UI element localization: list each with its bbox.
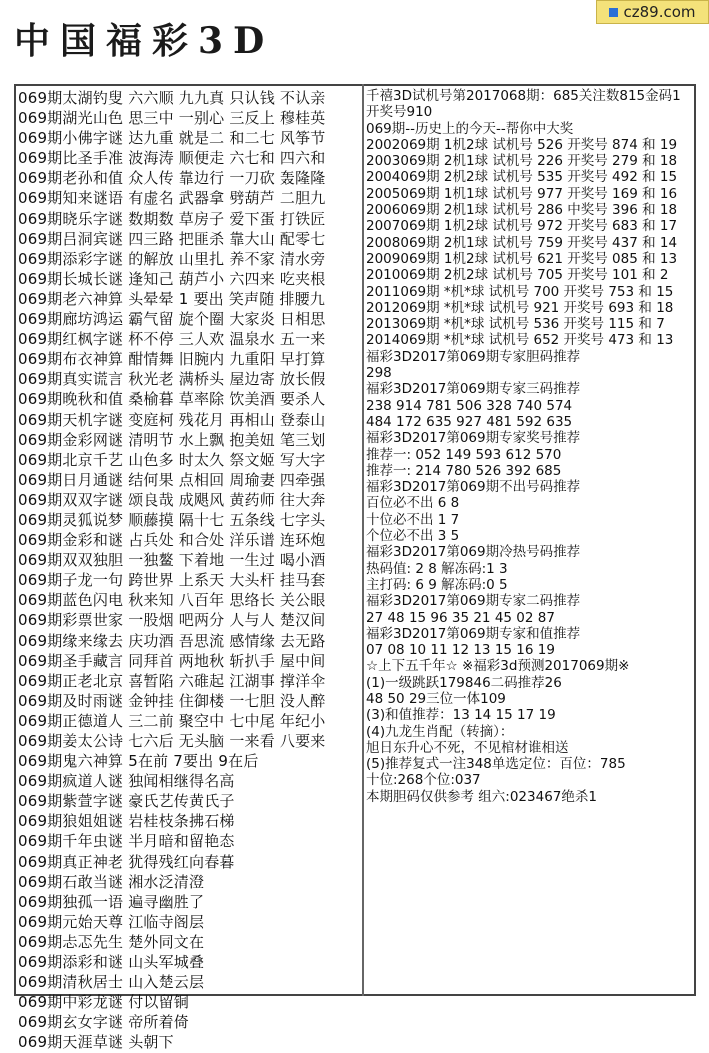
riddle-list (18, 88, 358, 1052)
prediction-line: 2003069期 2机1球 试机号 226 开奖号 279 和 18 (366, 153, 678, 170)
riddle-row: 069期老六神算 头晕晕 1 要出 笑声随 排腰九 (18, 289, 326, 308)
prediction-line: 2013069期 *机*球 试机号 536 开奖号 115 和 7 (366, 316, 665, 333)
prediction-line: 福彩3D2017第069期专家三码推荐 (366, 381, 581, 398)
riddle-row: 069期天涯草谜 头朝下 (18, 1033, 174, 1052)
riddle-row: 069期正德道人 三二前 聚空中 七中尾 年纪小 (18, 711, 326, 730)
riddle-row: 069期真实谎言 秋光老 满桥头 屋边寄 放长假 (18, 370, 326, 389)
riddle-row: 069期姜太公诗 七六后 无头脑 一来看 八要来 (18, 732, 326, 750)
prediction-line: 2012069期 *机*球 试机号 921 开奖号 693 和 18 (366, 299, 674, 316)
prediction-line: 2010069期 2机2球 试机号 705 开奖号 101 和 2 (366, 267, 669, 284)
riddle-row: 069期忐忑先生 楚外同文在 (18, 932, 205, 951)
prediction-line: (5)推荐复式一注348单选定位：百位：785 (366, 756, 626, 773)
riddle-row: 069期吕洞宾谜 四三路 把匪杀 靠大山 配零七 (18, 229, 326, 248)
riddle-row: 069期中彩龙谜 付以留铜 (18, 993, 189, 1012)
riddle-row: 069期正老北京 喜暂陷 六碓起 江湖事 撑洋伞 (18, 671, 326, 690)
prediction-line: 27 48 15 96 35 21 45 02 87 (366, 609, 555, 626)
column-divider (362, 84, 364, 996)
riddle-row: 069期元始天尊 江临寺阁层 (18, 912, 205, 931)
riddle-row: 069期金彩网谜 清明节 水上飘 抱美妞 笔三划 (18, 430, 326, 449)
prediction-line: 298 (366, 365, 392, 382)
prediction-line: 福彩3D2017第069期冷热号码推荐 (366, 544, 581, 561)
prediction-line: (4)九龙生肖配（转摘）： (366, 723, 514, 740)
riddle-row: 069期比圣手准 波海涛 顺便走 六七和 四六和 (18, 149, 326, 168)
prediction-line: 千禧3D试机号第2017068期：685关注数815金码1 (366, 88, 681, 104)
riddle-row: 069期日月通谜 结何果 点相回 周瑜妻 四牵强 (18, 470, 326, 489)
site-badge[interactable] (596, 0, 709, 24)
riddle-row: 069期千年虫谜 半月暗和留艳态 (18, 832, 235, 851)
riddle-row: 069期晓乐字谜 数期数 草房子 爱下蛋 打铁匠 (18, 209, 326, 228)
riddle-row: 069期知来谜语 有虚名 武器拿 劈葫芦 二胆九 (18, 189, 326, 208)
riddle-row: 069期独孤一语 遍寻幽胜了 (18, 892, 205, 911)
prediction-line: 2008069期 2机1球 试机号 759 开奖号 437 和 14 (366, 234, 678, 251)
site-badge-text: cz89.com (623, 3, 696, 21)
prediction-line: 484 172 635 927 481 592 635 (366, 413, 573, 430)
riddle-row: 069期缘来缘去 庆功酒 吾思流 感情缘 去无路 (18, 631, 326, 650)
prediction-line: 2009069期 1机2球 试机号 621 开奖号 085 和 13 (366, 250, 678, 267)
riddle-row: 069期老孙和值 众人传 靠边行 一刀砍 轰隆隆 (18, 169, 326, 188)
prediction-panel (366, 88, 692, 968)
riddle-row: 069期清秋居士 山入楚云层 (18, 973, 205, 992)
riddle-row: 069期紫萱字谜 豪氏艺传黄氏子 (18, 792, 235, 811)
riddle-row: 069期天机字谜 变庭柯 残花月 再相山 登泰山 (18, 410, 326, 429)
prediction-line: ☆上下五千年☆ ※福彩3d预测2017069期※ (366, 658, 630, 675)
riddle-row: 069期疯道人谜 独闻相继得名高 (18, 772, 235, 791)
riddle-row: 069期双双字谜 颂良哉 成飓风 黄药师 往大奔 (18, 490, 326, 509)
prediction-line: 2002069期 1机2球 试机号 526 开奖号 874 和 19 (366, 136, 678, 153)
prediction-line: 十位必不出 1 7 (366, 511, 460, 528)
prediction-line: 2014069期 *机*球 试机号 652 开奖号 473 和 13 (366, 332, 674, 349)
prediction-line: 福彩3D2017第069期专家胆码推荐 (366, 348, 581, 365)
page-title: 中国福彩3D (14, 20, 275, 62)
riddle-row: 069期北京千艺 山色多 时太久 祭文姬 写大字 (18, 450, 326, 469)
riddle-row: 069期真正神老 犹得残红向春暮 (18, 852, 235, 871)
prediction-line: 个位必不出 3 5 (366, 528, 460, 545)
prediction-line: 推荐一: 052 149 593 612 570 (366, 446, 562, 463)
prediction-line: 旭日东升心不死，不见棺材谁相送 (366, 739, 569, 756)
prediction-line: (3)和值推荐：13 14 15 17 19 (366, 707, 556, 724)
riddle-row: 069期小佛字谜 达九重 就是二 和二七 风筝节 (18, 129, 326, 148)
prediction-line: 2006069期 2机1球 试机号 286 中奖号 396 和 18 (366, 202, 678, 219)
prediction-line: 48 50 29三位一体109 (366, 690, 506, 707)
riddle-row: 069期添彩和谜 山头军城叠 (18, 953, 205, 972)
riddle-row: 069期湖光山色 思三中 一别心 三反上 穆桂英 (18, 109, 326, 128)
riddle-row: 069期布衣神算 酣情舞 旧腕内 九重阳 早打算 (18, 350, 326, 369)
riddle-row: 069期灵狐说梦 顺藤摸 隔十七 五条线 七字头 (18, 510, 326, 529)
riddle-row: 069期廊坊鸿运 霸气留 旋个圈 大家炎 日相思 (18, 310, 326, 329)
riddle-row: 069期圣手藏言 同拜首 两地秋 斩扒手 屋中间 (18, 651, 326, 670)
prediction-line: 2004069期 2机2球 试机号 535 开奖号 492 和 15 (366, 169, 678, 186)
prediction-line: 福彩3D2017第069期不出号码推荐 (366, 479, 581, 496)
prediction-line: 百位必不出 6 8 (366, 495, 460, 512)
square-icon (609, 8, 618, 17)
riddle-row: 069期及时雨谜 金钟挂 住御楼 一七胆 没人醉 (18, 691, 326, 710)
prediction-line: 福彩3D2017第069期专家和值推荐 (366, 625, 581, 642)
riddle-row: 069期鬼六神算 5在前 7要出 9在后 (18, 752, 259, 771)
prediction-line: 本期胆码仅供参考 组六:023467绝杀1 (366, 788, 597, 805)
prediction-line: 2007069期 1机2球 试机号 972 开奖号 683 和 17 (366, 218, 678, 235)
prediction-line: 热码值: 2 8 解冻码:1 3 (366, 560, 508, 577)
prediction-line: 238 914 781 506 328 740 574 (366, 397, 573, 414)
riddle-row: 069期长城长谜 逢知己 葫芦小 六四来 吃夹根 (18, 269, 326, 288)
riddle-row: 069期狼姐姐谜 岩桂枝条拂石梯 (18, 812, 235, 831)
prediction-line: 2011069期 *机*球 试机号 700 开奖号 753 和 15 (366, 283, 674, 300)
riddle-row: 069期玄女字谜 帝所着倚 (18, 1013, 189, 1032)
prediction-line: 推荐一: 214 780 526 392 685 (366, 462, 562, 479)
riddle-row: 069期石敢当谜 湘水泛清澄 (18, 872, 205, 891)
prediction-line: 07 08 10 11 12 13 15 16 19 (366, 642, 555, 659)
prediction-line: 2005069期 1机1球 试机号 977 开奖号 169 和 16 (366, 185, 678, 202)
riddle-row: 069期红枫字谜 杯不停 三人欢 温泉水 五一来 (18, 330, 326, 349)
riddle-row: 069期蓝色闪电 秋来知 八百年 思络长 关公眼 (18, 591, 326, 610)
riddle-row: 069期彩票世家 一股烟 吧两分 人与人 楚汉间 (18, 611, 326, 630)
riddle-row: 069期晚秋和值 桑榆暮 草率除 饮美酒 要杀人 (18, 390, 326, 409)
riddle-row: 069期太湖钓叟 六六顺 九九真 只认钱 不认亲 (18, 89, 326, 107)
prediction-line: 开奖号910 (366, 104, 433, 121)
riddle-row: 069期金彩和谜 占兵处 和合处 洋乐谱 连环炮 (18, 531, 326, 550)
prediction-line: 主打码: 6 9 解冻码:0 5 (366, 576, 508, 593)
riddle-row: 069期添彩字谜 的解放 山里扎 养不家 清水旁 (18, 249, 326, 268)
riddle-row: 069期子龙一句 跨世界 上系天 大头杆 挂马套 (18, 571, 326, 590)
prediction-line: (1)一级跳跃179846二码推荐26 (366, 674, 562, 691)
prediction-line: 福彩3D2017第069期专家二码推荐 (366, 593, 581, 610)
prediction-line: 069期--历史上的今天--帮你中大奖 (366, 120, 574, 137)
prediction-line: 福彩3D2017第069期专家奖号推荐 (366, 430, 581, 447)
riddle-row: 069期双双独胆 一独鳌 下着地 一生过 喝小酒 (18, 551, 326, 570)
prediction-line: 十位:268个位:037 (366, 772, 481, 789)
